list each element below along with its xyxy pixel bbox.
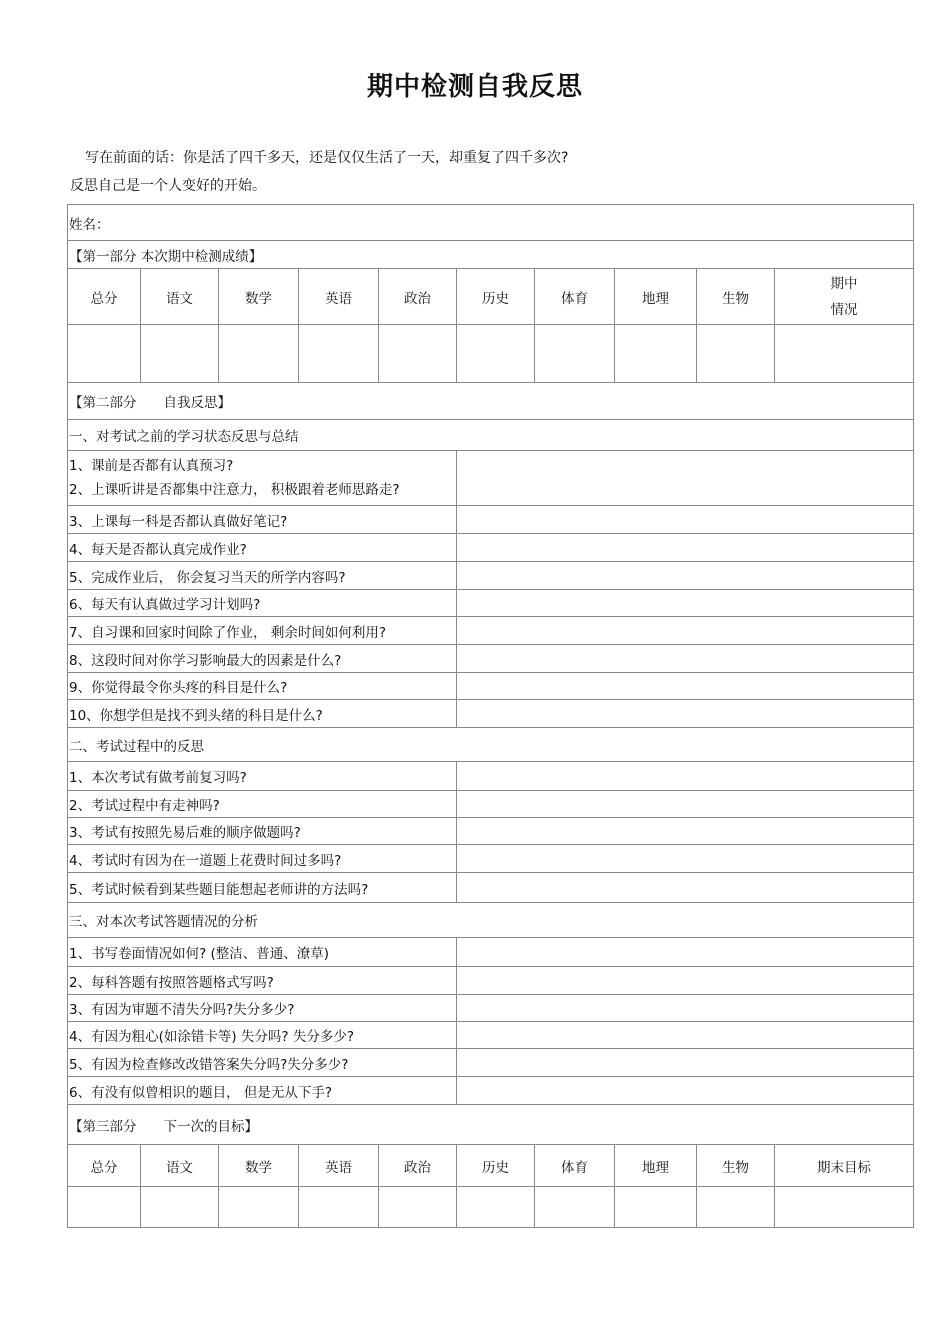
reflection-form-table (67, 204, 914, 1228)
answer-cell[interactable] (457, 1022, 914, 1049)
section1-row (68, 617, 914, 645)
score-cell[interactable] (615, 325, 697, 383)
question-text: 5、有因为检查修改改错答案失分吗?失分多少? (68, 1049, 457, 1077)
section2-heading: 二、考试过程中的反思 (68, 728, 914, 762)
score-cell[interactable] (68, 325, 141, 383)
part3-col-pe: 体育 (535, 1145, 615, 1187)
goal-cell[interactable] (379, 1187, 457, 1228)
answer-cell[interactable] (457, 995, 914, 1022)
goal-cell[interactable] (299, 1187, 379, 1228)
section1-row (68, 534, 914, 562)
goal-cell[interactable] (775, 1187, 914, 1228)
goal-cell[interactable] (141, 1187, 219, 1228)
answer-cell[interactable] (457, 673, 914, 700)
section3-row (68, 1022, 914, 1049)
section2-row (68, 873, 914, 903)
goal-cell[interactable] (457, 1187, 535, 1228)
question-text: 9、你觉得最令你头疼的科目是什么? (68, 673, 457, 700)
section3-heading: 三、对本次考试答题情况的分析 (68, 903, 914, 938)
part1-col-midterm-line1: 期中 (830, 275, 858, 292)
answer-cell[interactable] (457, 1077, 914, 1105)
question-text: 3、上课每一科是否都认真做好笔记? (68, 506, 457, 534)
answer-cell[interactable] (457, 1049, 914, 1077)
score-cell[interactable] (299, 325, 379, 383)
question-text: 1、本次考试有做考前复习吗? (68, 762, 457, 791)
answer-cell[interactable] (457, 562, 914, 590)
question-text: 1、书写卷面情况如何? (整洁、普通、潦草) (68, 938, 457, 967)
answer-cell[interactable] (457, 938, 914, 967)
score-cell[interactable] (141, 325, 219, 383)
question-text: 1、课前是否都有认真预习? (69, 458, 234, 474)
section2-row (68, 845, 914, 873)
answer-cell[interactable] (457, 590, 914, 617)
part3-col-politics: 政治 (379, 1145, 457, 1187)
answer-cell[interactable] (457, 700, 914, 728)
section1-row (68, 506, 914, 534)
goal-cell[interactable] (68, 1187, 141, 1228)
question-text: 5、考试时候看到某些题目能想起老师讲的方法吗? (68, 873, 457, 903)
answer-cell[interactable] (457, 967, 914, 995)
part1-col-history: 历史 (457, 269, 535, 325)
section1-row (68, 590, 914, 617)
part1-score-row (68, 325, 914, 383)
part1-col-geography: 地理 (615, 269, 697, 325)
question-text: 5、完成作业后， 你会复习当天的所学内容吗? (68, 562, 457, 590)
section1-row (68, 700, 914, 728)
score-cell[interactable] (379, 325, 457, 383)
section1-row (68, 673, 914, 700)
question-text: 4、每天是否都认真完成作业? (68, 534, 457, 562)
question-text: 7、自习课和回家时间除了作业， 剩余时间如何利用? (68, 617, 457, 645)
part3-col-chinese: 语文 (141, 1145, 219, 1187)
answer-cell[interactable] (457, 506, 914, 534)
part3-col-geography: 地理 (615, 1145, 697, 1187)
part3-col-history: 历史 (457, 1145, 535, 1187)
part1-heading: 【第一部分 本次期中检测成绩】 (68, 241, 914, 269)
goal-cell[interactable] (535, 1187, 615, 1228)
section2-row (68, 791, 914, 818)
section3-row (68, 995, 914, 1022)
part3-col-biology: 生物 (697, 1145, 775, 1187)
part1-col-biology: 生物 (697, 269, 775, 325)
part3-col-english: 英语 (299, 1145, 379, 1187)
question-text: 2、上课听讲是否都集中注意力， 积极跟着老师思路走? (69, 482, 400, 498)
answer-cell[interactable] (457, 534, 914, 562)
score-cell[interactable] (457, 325, 535, 383)
part3-goal-row (68, 1187, 914, 1228)
question-text: 2、考试过程中有走神吗? (68, 791, 457, 818)
section1-row (68, 451, 914, 506)
goal-cell[interactable] (219, 1187, 299, 1228)
score-cell[interactable] (775, 325, 914, 383)
question-text: 2、每科答题有按照答题格式写吗? (68, 967, 457, 995)
question-text: 6、有没有似曾相识的题目， 但是无从下手? (68, 1077, 457, 1105)
question-text: 4、有因为粗心(如涂错卡等) 失分吗? 失分多少? (68, 1022, 457, 1049)
page-title: 期中检测自我反思 (366, 72, 583, 102)
part2-heading: 【第二部分 自我反思】 (68, 383, 914, 420)
section2-row (68, 762, 914, 791)
goal-cell[interactable] (615, 1187, 697, 1228)
intro-line-1: 写在前面的话：你是活了四千多天，还是仅仅生活了一天，却重复了四千多次? (85, 150, 569, 166)
section3-row (68, 967, 914, 995)
part3-col-math: 数学 (219, 1145, 299, 1187)
section3-row (68, 1049, 914, 1077)
part1-col-total: 总分 (68, 269, 141, 325)
answer-cell[interactable] (457, 818, 914, 845)
answer-cell[interactable] (457, 645, 914, 673)
section1-row (68, 562, 914, 590)
part1-col-math: 数学 (219, 269, 299, 325)
part1-col-chinese: 语文 (141, 269, 219, 325)
score-cell[interactable] (219, 325, 299, 383)
section2-row (68, 818, 914, 845)
part1-col-english: 英语 (299, 269, 379, 325)
section3-row (68, 1077, 914, 1105)
section3-row (68, 938, 914, 967)
question-text: 4、考试时有因为在一道题上花费时间过多吗? (68, 845, 457, 873)
score-cell[interactable] (697, 325, 775, 383)
part3-heading: 【第三部分 下一次的目标】 (68, 1105, 914, 1145)
answer-cell[interactable] (457, 451, 914, 506)
part1-col-pe: 体育 (535, 269, 615, 325)
part1-header-row (68, 269, 914, 325)
section1-question-1-2 (68, 451, 457, 506)
name-field[interactable]: 姓名： (68, 205, 914, 241)
question-text: 10、你想学但是找不到头绪的科目是什么? (68, 700, 457, 728)
part1-col-politics: 政治 (379, 269, 457, 325)
question-text: 3、有因为审题不清失分吗?失分多少? (68, 995, 457, 1022)
answer-cell[interactable] (457, 845, 914, 873)
answer-cell[interactable] (457, 791, 914, 818)
part3-header-row (68, 1145, 914, 1187)
answer-cell[interactable] (457, 762, 914, 791)
part1-col-midterm-line2: 情况 (830, 301, 858, 318)
question-text: 3、考试有按照先易后难的顺序做题吗? (68, 818, 457, 845)
section1-heading: 一、对考试之前的学习状态反思与总结 (68, 420, 914, 451)
part3-col-total: 总分 (68, 1145, 141, 1187)
question-text: 6、每天有认真做过学习计划吗? (68, 590, 457, 617)
part1-col-midterm (775, 269, 914, 325)
answer-cell[interactable] (457, 617, 914, 645)
part3-col-final-goal: 期末目标 (775, 1145, 914, 1187)
score-cell[interactable] (535, 325, 615, 383)
section1-row (68, 645, 914, 673)
question-text: 8、这段时间对你学习影响最大的因素是什么? (68, 645, 457, 673)
intro-line-2: 反思自己是一个人变好的开始。 (70, 178, 266, 194)
goal-cell[interactable] (697, 1187, 775, 1228)
answer-cell[interactable] (457, 873, 914, 903)
